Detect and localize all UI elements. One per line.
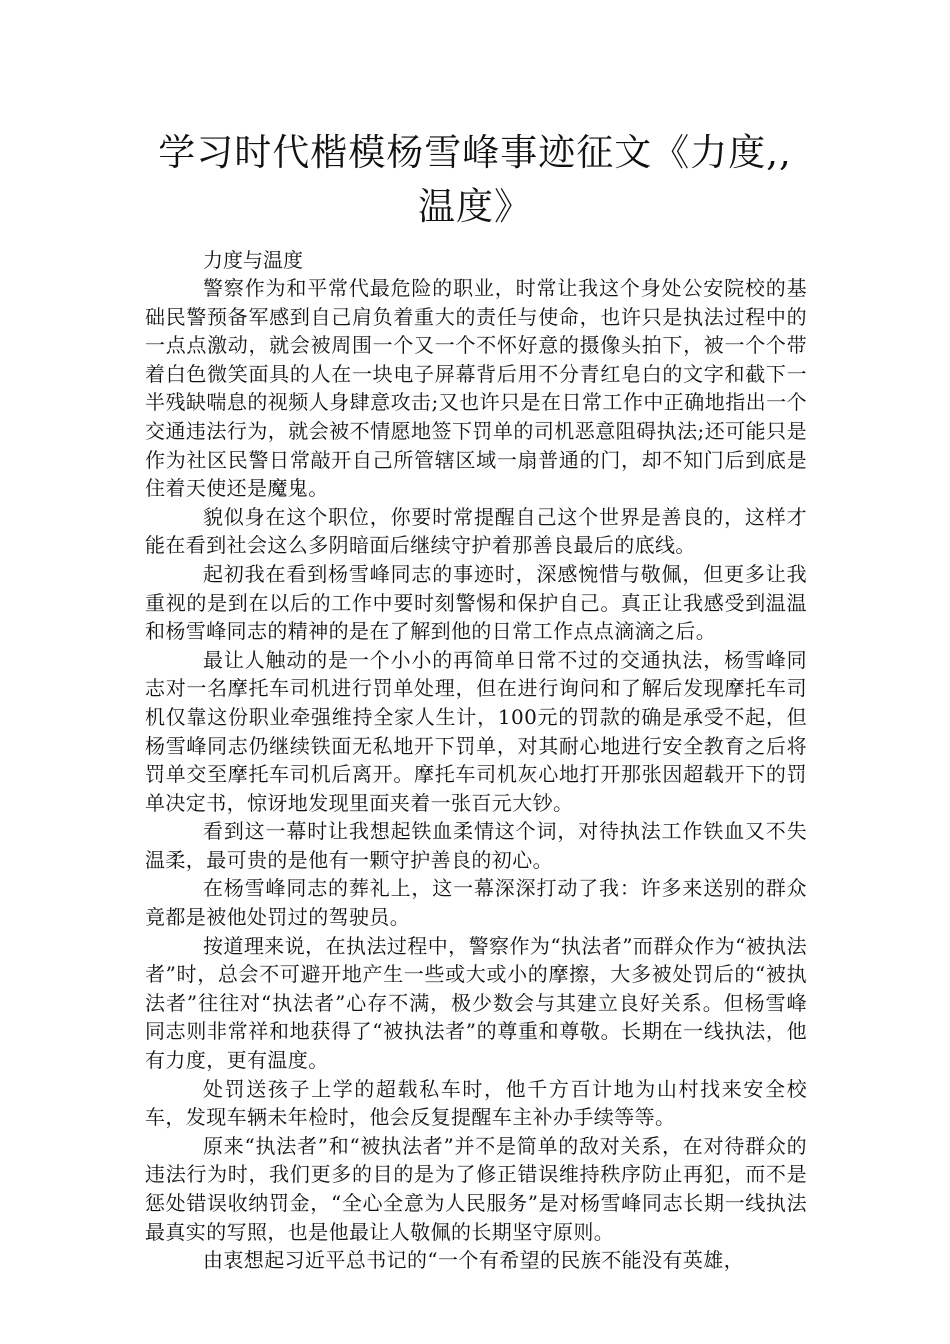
document-body <box>145 246 807 1275</box>
paragraph: 处罚送孩子上学的超载私车时，他千方百计地为山村找来安全校车，发现车辆未年检时，他会反复提醒车主补办手续等等。 <box>145 1076 807 1130</box>
section-subtitle: 力度与温度 <box>203 248 303 272</box>
paragraph: 由衷想起习近平总书记的“一个有希望的民族不能没有英雄， <box>203 1248 745 1273</box>
paragraph: 看到这一幕时让我想起铁血柔情这个词，对待执法工作铁血又不失温柔，最可贵的是他有一颗守护善良的初心。 <box>145 819 807 872</box>
paragraph: 起初我在看到杨雪峰同志的事迹时，深感惋惜与敬佩，但更多让我重视的是到在以后的工作中要时刻警惕和保护自己。真正让我感受到温温和杨雪峰同志的精神的是在了解到他的日常工作点点滴滴之后。 <box>145 561 807 644</box>
paragraph: 最让人触动的是一个小小的再简单日常不过的交通执法，杨雪峰同志对一名摩托车司机进行罚单处理，但在进行询问和了解后发现摩托车司机仅靠这份职业牵强维持全家人生计，100元的罚款的确是承受不起，但杨雪峰同志仍继续铁面无私地开下罚单，对其耐心地进行安全教育之后将罚单交至摩托车司机后离开。摩托车司机灰心地打开那张因超载开下的罚单决定书，惊讶地发现里面夹着一张百元大钞。 <box>145 647 807 815</box>
paragraph: 警察作为和平常代最危险的职业，时常让我这个身处公安院校的基础民警预备军感到自己肩负着重大的责任与使命，也许只是执法过程中的一点点激动，就会被周围一个又一个不怀好意的摄像头拍下，被一个个带着白色微笑面具的人在一块电子屏幕背后用不分青红皂白的文字和截下一半残缺喘息的视频人身肆意攻击;又也许只是在日常工作中正确地指出一个交通违法行为，就会被不情愿地签下罚单的司机恶意阻碍执法;还可能只是作为社区民警日常敲开自己所管辖区域一扇普通的门，却不知门后到底是住着天使还是魔鬼。 <box>145 276 807 501</box>
paragraph: 原来“执法者”和“被执法者”并不是简单的敌对关系，在对待群众的违法行为时，我们更多的目的是为了修正错误维持秩序防止再犯，而不是惩处错误收纳罚金，“全心全意为人民服务”是对杨雪峰同志长期一线执法最真实的写照，也是他最让人敬佩的长期坚守原则。 <box>145 1133 807 1244</box>
paragraph: 貌似身在这个职位，你要时常提醒自己这个世界是善良的，这样才能在看到社会这么多阴暗面后继续守护着那善良最后的底线。 <box>145 504 807 558</box>
document-title: 学习时代楷模杨雪峰事迹征文《力度,,温度》 <box>158 131 792 228</box>
paragraph: 按道理来说，在执法过程中，警察作为“执法者”而群众作为“被执法者”时，总会不可避开地产生一些或大或小的摩擦，大多被处罚后的“被执法者”往往对“执法者”心存不满，极少数会与其建立良好关系。但杨雪峰同志则非常祥和地获得了“被执法者”的尊重和尊敬。长期在一线执法，他有力度，更有温度。 <box>145 933 807 1073</box>
paragraph: 在杨雪峰同志的葬礼上，这一幕深深打动了我：许多来送别的群众竟都是被他处罚过的驾驶员。 <box>145 876 807 930</box>
